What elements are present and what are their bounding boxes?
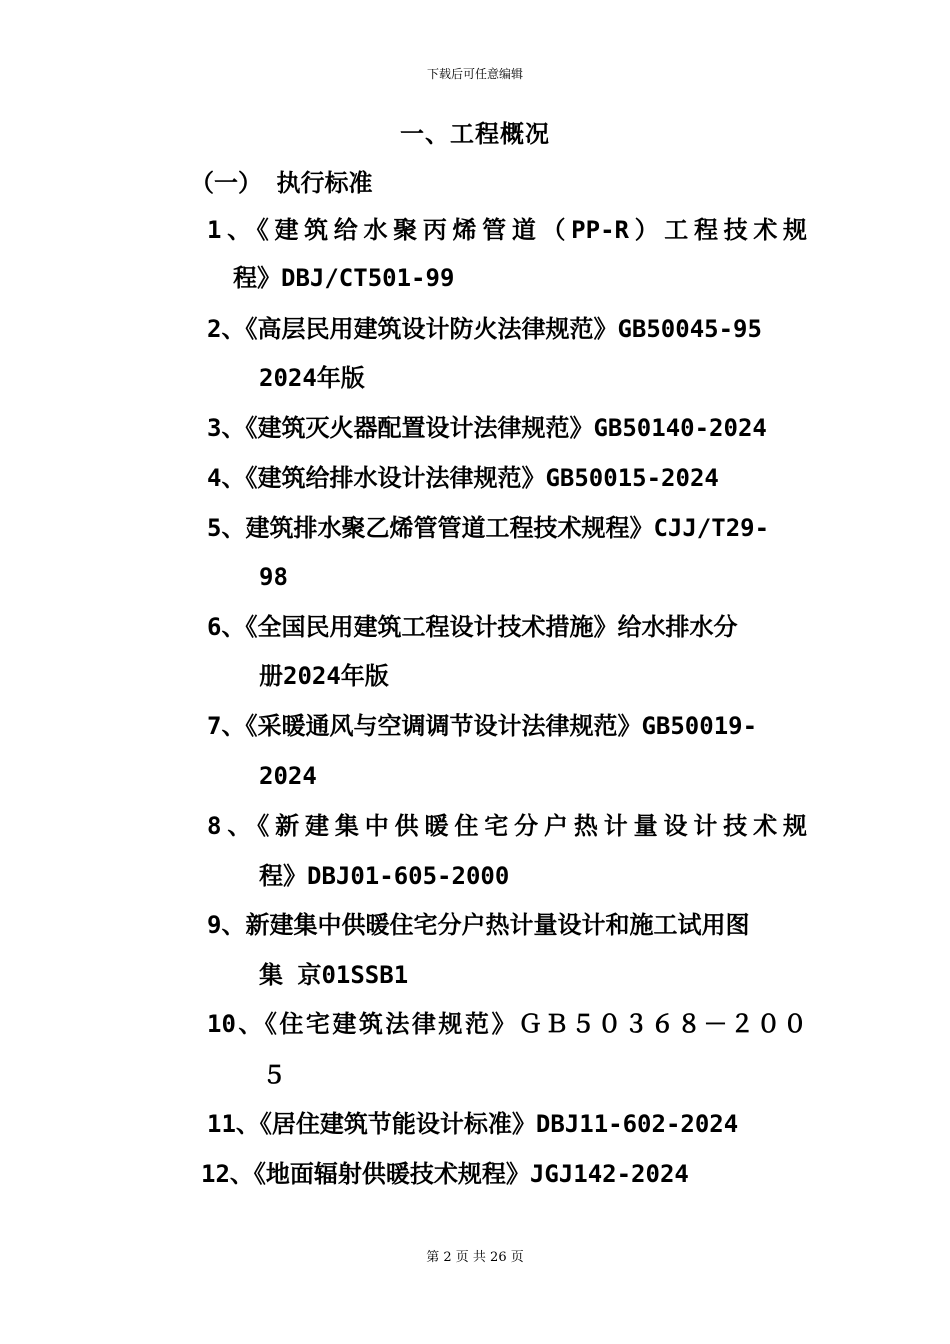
standard-item-6-line1: 6、《全国民用建筑工程设计技术措施》给水排水分: [207, 613, 738, 641]
standard-item-8-line2: 程》DBJ01-605-2000: [259, 862, 510, 890]
page-title: 一、工程概况: [400, 120, 550, 148]
section-heading: （一） 执行标准: [190, 169, 373, 197]
standard-item-2-line2: 2024年版: [259, 364, 365, 392]
standard-item-3: 3、《建筑灭火器配置设计法律规范》GB50140-2024: [207, 414, 767, 442]
standard-item-4: 4、《建筑给排水设计法律规范》GB50015-2024: [207, 464, 719, 492]
standard-item-11: 11、《居住建筑节能设计标准》DBJ11-602-2024: [207, 1110, 739, 1138]
standard-item-2-line1: 2、《高层民用建筑设计防火法律规范》GB50045-95: [207, 315, 762, 343]
standard-item-5-line1: 5、建筑排水聚乙烯管管道工程技术规程》CJJ/T29-: [207, 514, 770, 542]
standard-item-1-line2: 程》DBJ/CT501-99: [233, 264, 455, 292]
standard-item-9-line1: 9、新建集中供暖住宅分户热计量设计和施工试用图: [207, 911, 750, 939]
standard-item-5-line2: 98: [259, 563, 288, 591]
header-note: 下载后可任意编辑: [426, 67, 523, 81]
page-footer: 第 2 页 共 26 页: [426, 1250, 524, 1265]
standard-item-7-line2: 2024: [259, 762, 317, 790]
standard-item-1-line1: 1、《建筑给水聚丙烯管道（PP-R）工程技术规: [207, 216, 807, 244]
standard-item-7-line1: 7、《采暖通风与空调调节设计法律规范》GB50019-: [207, 712, 758, 740]
standard-item-10-line1: 10、《住宅建筑法律规范》ＧＢ５０３６８－２００: [207, 1010, 807, 1038]
standard-item-9-line2: 集 京01SSB1: [259, 961, 409, 989]
standard-item-10-line2: ５: [262, 1061, 286, 1089]
standard-item-12: 12、《地面辐射供暖技术规程》JGJ142-2024: [201, 1160, 689, 1188]
standard-item-8-line1: 8、《新建集中供暖住宅分户热计量设计技术规: [207, 812, 807, 840]
standard-item-6-line2: 册2024年版: [259, 662, 389, 690]
